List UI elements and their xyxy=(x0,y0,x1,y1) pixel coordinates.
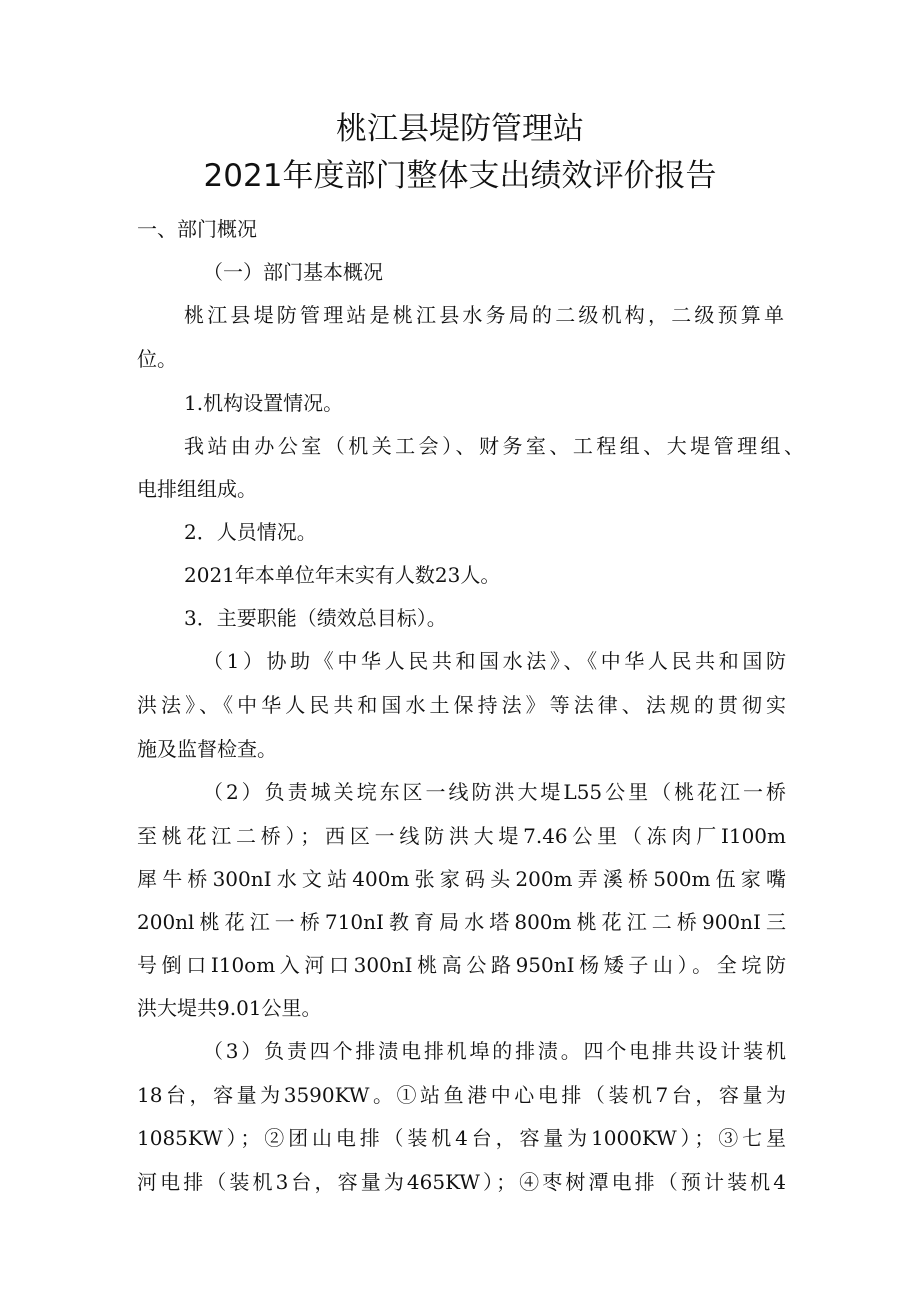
paragraph-line: 位。 xyxy=(137,347,177,371)
item-heading-main-duties: 3．主要职能（绩效总目标）。 xyxy=(184,606,447,630)
paragraph-line: 200nl桃花江一桥710nI教育局水塔800m桃花江二桥900nI三 xyxy=(137,910,786,934)
paragraph-line: 电排组组成。 xyxy=(137,477,257,501)
item-heading-organization: 1.机构设置情况。 xyxy=(184,391,344,415)
document-title-line-2: 2021年度部门整体支出绩效评价报告 xyxy=(203,158,717,194)
paragraph-line: 1085KW）；②团山电排（装机4台，容量为1000KW）；③七星 xyxy=(137,1126,786,1150)
paragraph-line: 我站由办公室（机关工会）、财务室、工程组、大堤管理组、 xyxy=(184,434,804,458)
paragraph-line: 号倒口I10om入河口300nI桃高公路950nI杨矮子山）。全垸防 xyxy=(137,953,786,977)
paragraph-line: （3）负责四个排渍电排机埠的排渍。四个电排共设计装机 xyxy=(203,1039,786,1063)
paragraph-line: （2）负责城关垸东区一线防洪大堤L55公里（桃花江一桥 xyxy=(203,780,786,804)
item-heading-personnel: 2．人员情况。 xyxy=(184,520,317,544)
section-heading-dept-overview: 一、部门概况 xyxy=(137,217,257,241)
paragraph-line: 至桃花江二桥）；西区一线防洪大堤7.46公里（冻肉厂I100m xyxy=(137,824,786,848)
paragraph-line: （1）协助《中华人民共和国水法》、《中华人民共和国防 xyxy=(203,649,786,673)
paragraph-line: 18台，容量为3590KW。①站鱼港中心电排（装机7台，容量为 xyxy=(137,1083,786,1107)
paragraph-line: 桃江县堤防管理站是桃江县水务局的二级机构，二级预算单 xyxy=(184,303,784,327)
paragraph-line: 施及监督检查。 xyxy=(137,737,277,761)
subsection-heading-basic-overview: （一）部门基本概况 xyxy=(203,260,383,284)
paragraph-line: 洪法》、《中华人民共和国水土保持法》等法律、法规的贯彻实 xyxy=(137,693,786,717)
paragraph-line: 犀牛桥300nI水文站400m张家码头200m弄溪桥500m伍家嘴 xyxy=(137,867,786,891)
paragraph-line: 河电排（装机3台，容量为465KW）；④枣树潭电排（预计装机4 xyxy=(137,1170,786,1194)
document-title-line-1: 桃江县堤防管理站 xyxy=(336,111,584,147)
paragraph-line: 2021年本单位年末实有人数23人。 xyxy=(184,563,501,587)
paragraph-line: 洪大堤共9.01公里。 xyxy=(137,996,322,1020)
